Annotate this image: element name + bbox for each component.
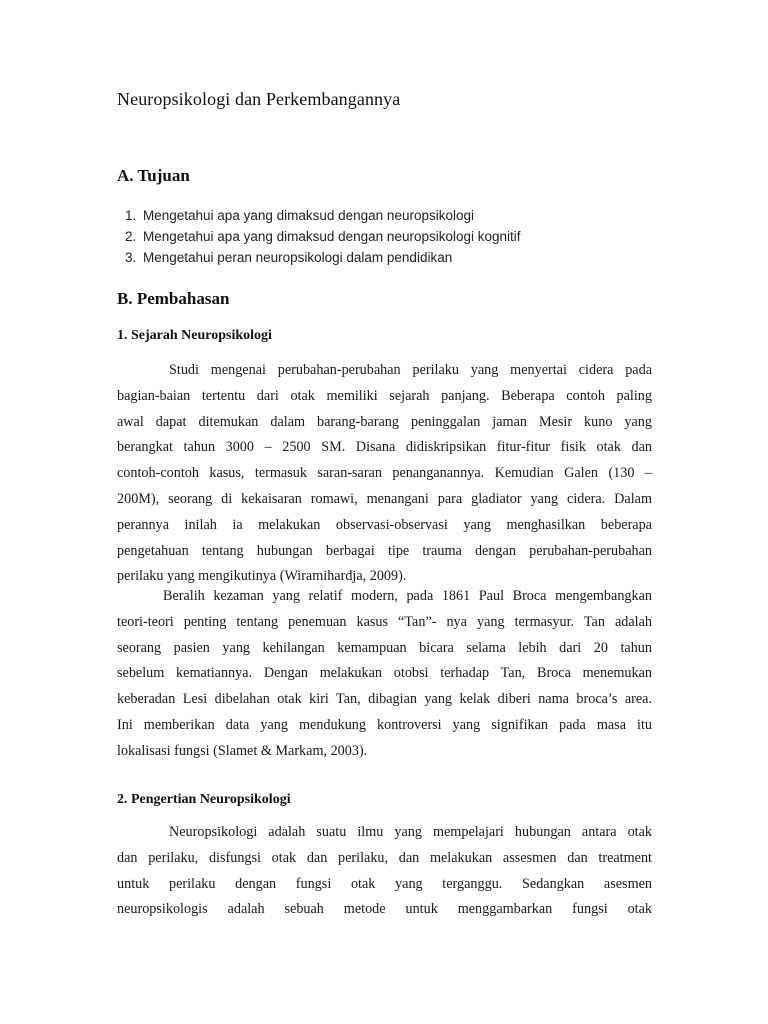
paragraph-pengertian-1 [117, 820, 652, 923]
list-item [117, 247, 521, 268]
paragraph-line: teori-teori penting tentang penemuan kasus “Tan”- nya yang termasyur. Tan adalah [117, 613, 652, 630]
list-number: 3. [125, 250, 137, 265]
section-heading-tujuan: A. Tujuan [117, 166, 190, 185]
paragraph-line: lokalisasi fungsi (Slamet & Markam, 2003). [117, 742, 368, 759]
paragraph-line: sebelum kematiannya. Dengan melakukan otobsi terhadap Tan, Broca menemukan [117, 665, 652, 682]
paragraph-line: Studi mengenai perubahan-perubahan perilaku yang menyertai cidera pada [169, 362, 652, 378]
paragraph-line: awal dapat ditemukan dalam barang-barang peninggalan jaman Mesir kuno yang [117, 413, 652, 430]
paragraph-line: 200M), seorang di kekaisaran romawi, menangani para gladiator yang cidera. Dalam [117, 490, 652, 507]
list-number: 2. [125, 229, 137, 244]
list-number: 1. [125, 208, 137, 223]
paragraph-line: untuk perilaku dengan fungsi otak yang terganggu. Sedangkan asesmen [117, 875, 652, 892]
paragraph-line: berangkat tahun 3000 – 2500 SM. Disana didiskripsikan fitur-fitur fisik otak dan [117, 439, 652, 456]
paragraph-line: pengetahuan tentang hubungan berbagai tipe trauma dengan perubahan-perubahan [117, 542, 652, 559]
list-item [117, 205, 521, 226]
paragraph-line: perilaku yang mengikutinya (Wiramihardja, 2009). [117, 568, 407, 585]
subsection-heading-pengertian: 2. Pengertian Neuropsikologi [117, 792, 291, 807]
list-item-text: Mengetahui peran neuropsikologi dalam pendidikan [143, 250, 453, 265]
list-item [117, 226, 521, 247]
paragraph-line: bagian-baian tertentu dari otak memiliki sejarah panjang. Beberapa contoh paling [117, 387, 652, 404]
paragraph-line: Ini memberikan data yang mendukung kontroversi yang signifikan pada masa itu [117, 716, 652, 733]
paragraph-line: Neuropsikologi adalah suatu ilmu yang mempelajari hubungan antara otak [169, 824, 652, 840]
paragraph-line: seorang pasien yang kehilangan kemampuan bicara selama lebih dari 20 tahun [117, 639, 652, 656]
paragraph-line: perannya inilah ia melakukan observasi-observasi yang menghasilkan beberapa [117, 516, 652, 533]
paragraph-sejarah-2 [117, 584, 652, 765]
document-title: Neuropsikologi dan Perkembangannya [117, 89, 401, 109]
paragraph-line: contoh-contoh kasus, termasuk saran-saran penanganannya. Kemudian Galen (130 – [117, 465, 652, 482]
paragraph-line: Beralih kezaman yang relatif modern, pada 1861 Paul Broca mengembangkan [163, 588, 652, 604]
goals-list [117, 205, 521, 268]
section-heading-pembahasan: B. Pembahasan [117, 289, 230, 308]
list-item-text: Mengetahui apa yang dimaksud dengan neuropsikologi [143, 208, 474, 223]
list-item-text: Mengetahui apa yang dimaksud dengan neuropsikologi kognitif [143, 229, 521, 244]
paragraph-line: dan perilaku, disfungsi otak dan perilaku, dan melakukan assesmen dan treatment [117, 849, 652, 866]
paragraph-sejarah-1 [117, 358, 652, 590]
paragraph-line: neuropsikologis adalah sebuah metode untuk menggambarkan fungsi otak [117, 901, 652, 918]
subsection-heading-sejarah: 1. Sejarah Neuropsikologi [117, 328, 272, 343]
paragraph-line: keberadan Lesi dibelahan otak kiri Tan, dibagian yang kelak diberi nama broca’s area. [117, 691, 652, 708]
